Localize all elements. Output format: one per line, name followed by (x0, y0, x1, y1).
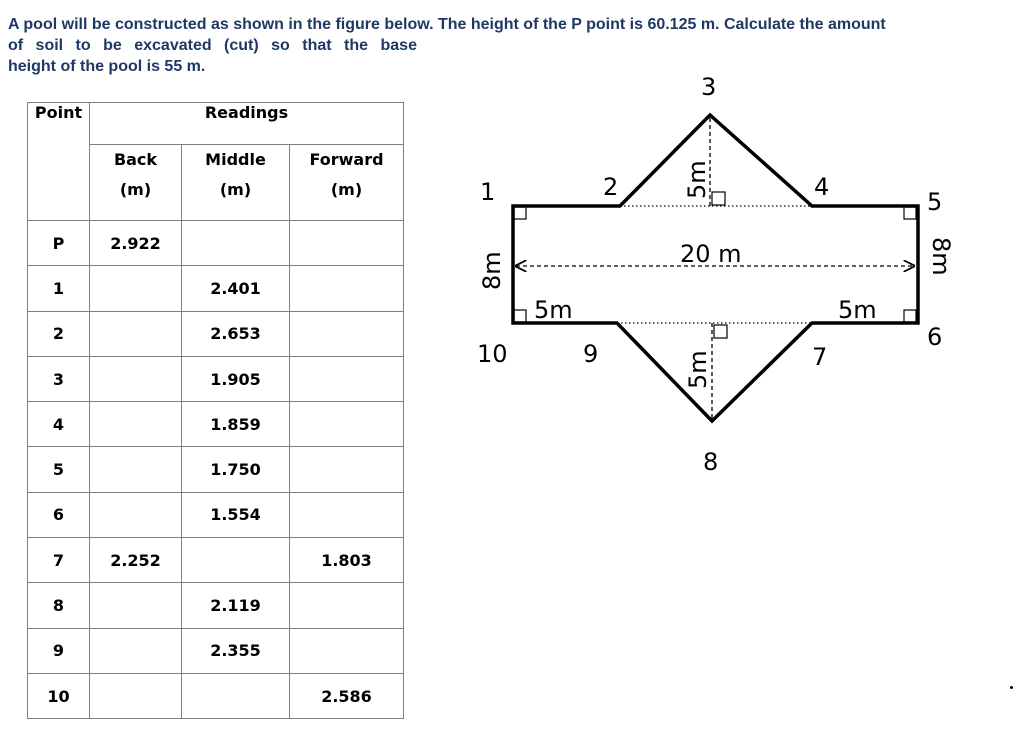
cell-point: 4 (28, 402, 90, 447)
pool-diagram (470, 60, 955, 480)
cell-forward (290, 311, 404, 356)
cell-forward: 1.803 (290, 538, 404, 583)
cell-middle: 1.905 (182, 356, 290, 401)
cell-middle: 1.859 (182, 402, 290, 447)
cell-forward (290, 492, 404, 537)
back-label: Back (113, 150, 158, 169)
middle-header (182, 145, 290, 221)
cell-back (90, 492, 182, 537)
point-label-7: 7 (812, 343, 828, 371)
back-header (90, 145, 182, 221)
cell-middle: 1.750 (182, 447, 290, 492)
right-angle-marker (714, 325, 727, 338)
cell-point: 6 (28, 492, 90, 537)
back-unit: (m) (119, 180, 152, 199)
right-angle-marker (712, 192, 725, 205)
cell-point: 7 (28, 538, 90, 583)
right-angle-marker (904, 310, 916, 322)
cell-point: 10 (28, 673, 90, 718)
length-label: 20 m (680, 240, 742, 268)
left-offset-label: 5m (534, 296, 573, 324)
cell-forward (290, 583, 404, 628)
cell-forward: 2.586 (290, 673, 404, 718)
cell-back (90, 447, 182, 492)
right-angle-marker (514, 310, 526, 322)
cell-point: 2 (28, 311, 90, 356)
table-row (28, 266, 404, 311)
cell-back (90, 311, 182, 356)
forward-unit: (m) (330, 180, 363, 199)
cell-middle: 2.401 (182, 266, 290, 311)
question-line-3: height of the pool is 55 m. (8, 58, 206, 75)
cell-middle: 1.554 (182, 492, 290, 537)
cell-middle (182, 538, 290, 583)
cell-middle: 2.119 (182, 583, 290, 628)
middle-label: Middle (205, 150, 266, 169)
cell-back: 2.922 (90, 221, 182, 266)
cell-point: 1 (28, 266, 90, 311)
point-label-3: 3 (701, 73, 717, 101)
cell-middle: 2.653 (182, 311, 290, 356)
right-width-label: 8m (927, 237, 955, 276)
cell-back (90, 356, 182, 401)
point-label-4: 4 (814, 173, 830, 201)
question-line-1: A pool will be constructed as shown in the figure below. The height of the P point is 60.125 m. Calculate the amount (8, 16, 886, 33)
cell-point: P (28, 221, 90, 266)
cell-back (90, 628, 182, 673)
point-label-9: 9 (583, 340, 599, 368)
point-header: Point (28, 103, 90, 145)
table-row (28, 221, 404, 266)
point-header-blank (28, 145, 90, 221)
table-row (28, 447, 404, 492)
cell-middle (182, 673, 290, 718)
cell-point: 3 (28, 356, 90, 401)
cell-point: 5 (28, 447, 90, 492)
pool-outline (513, 115, 918, 421)
point-label-1: 1 (480, 178, 496, 206)
right-angle-marker (514, 207, 526, 219)
table-row (28, 628, 404, 673)
point-label-10: 10 (477, 340, 508, 368)
point-label-2: 2 (603, 173, 619, 201)
trailing-period (1010, 686, 1013, 689)
table-row (28, 583, 404, 628)
cell-point: 8 (28, 583, 90, 628)
cell-back (90, 673, 182, 718)
left-width-label: 8m (478, 251, 506, 290)
top-height-label: 5m (683, 160, 711, 199)
readings-header: Readings (90, 103, 404, 145)
table-row (28, 311, 404, 356)
bottom-height-label: 5m (684, 350, 712, 389)
cell-back (90, 583, 182, 628)
middle-unit: (m) (219, 180, 252, 199)
cell-back (90, 402, 182, 447)
cell-point: 9 (28, 628, 90, 673)
cell-forward (290, 628, 404, 673)
cell-forward (290, 402, 404, 447)
point-label-6: 6 (927, 323, 943, 351)
right-offset-label: 5m (838, 296, 877, 324)
cell-forward (290, 266, 404, 311)
table-row (28, 492, 404, 537)
point-label-8: 8 (703, 448, 719, 476)
question-line-2: of soil to be excavated (cut) so that the base (8, 37, 417, 54)
cell-middle (182, 221, 290, 266)
cell-middle: 2.355 (182, 628, 290, 673)
forward-header (290, 145, 404, 221)
cell-forward (290, 447, 404, 492)
right-angle-marker (904, 207, 916, 219)
table-row (28, 538, 404, 583)
levelling-table (27, 102, 404, 719)
table-row (28, 356, 404, 401)
table-row (28, 402, 404, 447)
forward-label: Forward (309, 150, 384, 169)
cell-forward (290, 356, 404, 401)
cell-back: 2.252 (90, 538, 182, 583)
table-row (28, 673, 404, 718)
cell-back (90, 266, 182, 311)
point-label-5: 5 (927, 188, 943, 216)
cell-forward (290, 221, 404, 266)
